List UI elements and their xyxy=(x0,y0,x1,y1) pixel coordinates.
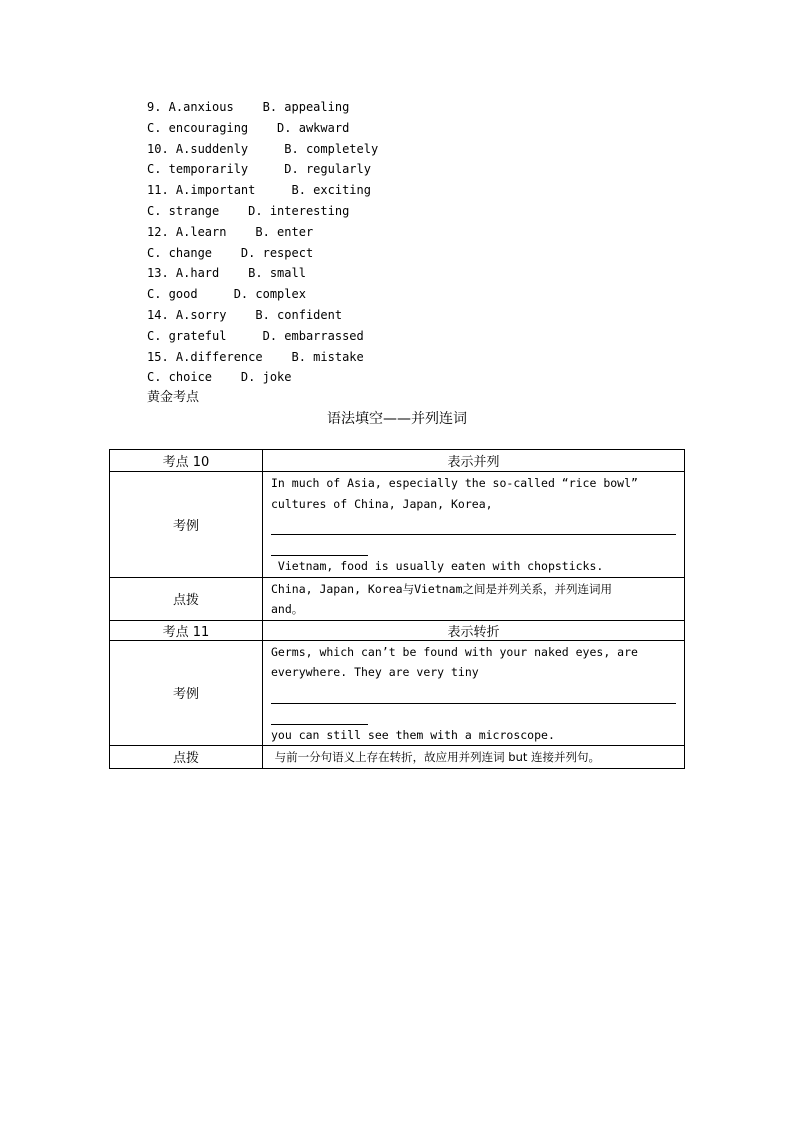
option-line: C. grateful D. embarrassed xyxy=(147,328,364,343)
option-line: C. good D. complex xyxy=(147,287,306,302)
tip-text: 与前一分句语义上存在转折，故应用并列连词 but 连接并列句。 xyxy=(271,750,601,764)
example-cell xyxy=(263,640,685,746)
answer-options xyxy=(147,97,647,388)
tip-fragment: 与 xyxy=(402,581,415,596)
example-label: 考例 xyxy=(110,640,263,746)
option-line: 11. A.important B. exciting xyxy=(147,183,371,198)
tip-fragment: 之间是并列关系，并列连词用 xyxy=(462,581,613,596)
option-line: 12. A.learn B. enter xyxy=(147,224,314,239)
example-line: cultures of China, Japan, Korea, xyxy=(271,496,493,511)
example-line: Germs, which can’t be found with your naked eyes, are xyxy=(271,644,638,659)
option-line: C. temporarily D. regularly xyxy=(147,162,371,177)
table-row xyxy=(110,620,685,640)
example-line: In much of Asia, especially the so-called “rice bowl” xyxy=(271,476,638,490)
option-line: 13. A.hard B. small xyxy=(147,266,306,281)
example-line: you can still see them with a microscope. xyxy=(271,727,555,742)
tip-cell xyxy=(263,577,685,620)
example-text xyxy=(263,472,684,577)
example-cell xyxy=(263,472,685,578)
page-title: 语法填空——并列连词 xyxy=(327,411,467,427)
example-label: 考例 xyxy=(110,472,263,578)
point-topic: 表示并列 xyxy=(263,450,685,472)
tip-label: 点拨 xyxy=(110,746,263,769)
option-line: 10. A.suddenly B. completely xyxy=(147,141,379,156)
table-row xyxy=(110,577,685,620)
tip-text xyxy=(263,578,684,620)
example-text xyxy=(263,641,684,746)
tip-fragment: Vietnam xyxy=(414,581,463,596)
table-row xyxy=(110,640,685,746)
option-line: C. strange D. interesting xyxy=(147,203,350,218)
option-line: 15. A.difference B. mistake xyxy=(147,349,364,364)
option-line: 14. A.sorry B. confident xyxy=(147,307,343,322)
tip-fragment: China, Japan, Korea xyxy=(271,581,403,596)
point-label: 考点 11 xyxy=(110,620,263,640)
example-line: Vietnam, food is usually eaten with chopsticks. xyxy=(271,559,604,573)
point-topic: 表示转折 xyxy=(263,620,685,640)
example-line: everywhere. They are very tiny xyxy=(271,665,479,679)
table-row xyxy=(110,472,685,578)
section-label: 黄金考点 xyxy=(147,390,200,405)
table-row xyxy=(110,450,685,472)
tip-fragment: and。 xyxy=(271,602,304,616)
tip-label: 点拨 xyxy=(110,577,263,620)
grammar-table xyxy=(109,449,685,769)
option-line: C. choice D. joke xyxy=(147,370,292,385)
answer-blank[interactable] xyxy=(271,535,368,556)
option-line: 9. A.anxious B. appealing xyxy=(147,100,350,114)
tip-cell xyxy=(263,746,685,769)
option-line: C. encouraging D. awkward xyxy=(147,120,350,135)
answer-blank[interactable] xyxy=(271,514,676,535)
table-row xyxy=(110,746,685,769)
answer-blank[interactable] xyxy=(271,704,368,725)
option-line: C. change D. respect xyxy=(147,245,314,260)
answer-blank[interactable] xyxy=(271,683,676,704)
point-label: 考点 10 xyxy=(110,450,263,472)
